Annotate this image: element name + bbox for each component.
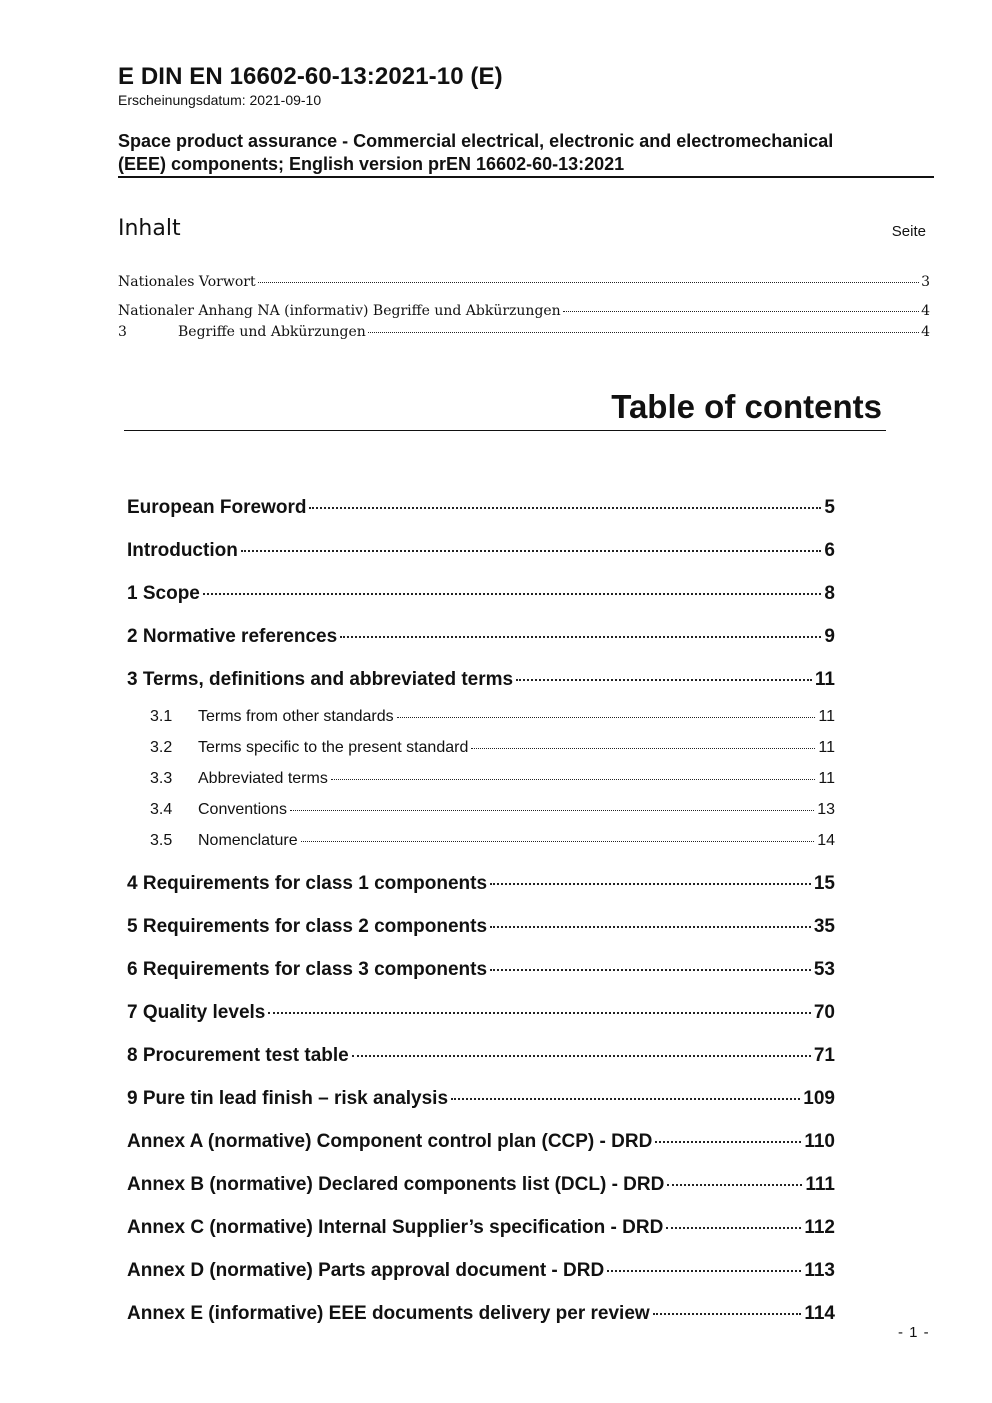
toc-subentry-number: 3.5 xyxy=(150,832,173,849)
dot-leader xyxy=(268,1012,811,1014)
toc-entry-label: Annex B (normative) Declared components list (DCL) - DRD xyxy=(127,1174,665,1195)
dot-leader xyxy=(397,717,816,718)
inhalt-entry-page: 4 xyxy=(921,324,930,340)
toc-entry[interactable] xyxy=(127,1088,835,1131)
dot-leader xyxy=(667,1184,802,1186)
inhalt-entry-page: 3 xyxy=(921,274,930,290)
dot-leader xyxy=(258,282,920,283)
toc-entry-page: 112 xyxy=(804,1217,835,1238)
toc-entry[interactable] xyxy=(127,1217,835,1260)
toc-entry-label: 4 Requirements for class 1 components xyxy=(127,873,488,894)
toc-entry-label: European Foreword xyxy=(127,497,307,518)
document-header xyxy=(118,62,934,176)
toc-entry-label: 3 Terms, definitions and abbreviated terms xyxy=(127,669,514,690)
dot-leader xyxy=(331,779,816,780)
toc-entry-page: 114 xyxy=(804,1303,835,1324)
toc-subentry-page: 13 xyxy=(817,801,835,818)
toc-subentry-page: 11 xyxy=(818,739,835,756)
toc-entry-page: 53 xyxy=(813,959,835,980)
document-id: E DIN EN 16602-60-13:2021-10 (E) xyxy=(118,63,503,90)
toc-entry-page: 111 xyxy=(805,1174,835,1195)
toc-entry[interactable] xyxy=(127,540,835,583)
inhalt-heading xyxy=(118,216,926,246)
toc-entry-page: 35 xyxy=(813,916,835,937)
toc-title-underline xyxy=(124,430,886,431)
dot-leader xyxy=(368,332,919,333)
page-number: - 1 - xyxy=(898,1324,930,1341)
toc-list xyxy=(127,497,835,1346)
dot-leader xyxy=(563,311,919,312)
toc-entry-page: 15 xyxy=(813,873,835,894)
dot-leader xyxy=(290,810,814,811)
toc-entry-label: Annex C (normative) Internal Supplier’s specification - DRD xyxy=(127,1217,664,1238)
toc-entry-label: Introduction xyxy=(127,540,238,561)
toc-entry[interactable] xyxy=(127,583,835,626)
toc-entry-page: 109 xyxy=(803,1088,835,1109)
toc-subentry-label: Abbreviated terms xyxy=(198,770,328,787)
toc-subentry[interactable] xyxy=(127,832,835,863)
toc-entry-label: 7 Quality levels xyxy=(127,1002,266,1023)
toc-entry[interactable] xyxy=(127,497,835,540)
dot-leader xyxy=(301,841,815,842)
dot-leader xyxy=(490,926,811,928)
toc-subentry[interactable] xyxy=(127,708,835,739)
dot-leader xyxy=(241,550,822,552)
toc-subentry[interactable] xyxy=(127,739,835,770)
inhalt-list xyxy=(118,274,930,345)
dot-leader xyxy=(490,969,811,971)
dot-leader xyxy=(607,1270,801,1272)
toc-entry-page: 9 xyxy=(824,626,835,647)
toc-entry[interactable] xyxy=(127,1260,835,1303)
dot-leader xyxy=(666,1227,801,1229)
toc-entry-page: 5 xyxy=(824,497,835,518)
toc-entry-label: Annex A (normative) Component control plan (CCP) - DRD xyxy=(127,1131,653,1152)
inhalt-entry-label: Begriffe und Abkürzungen xyxy=(178,324,366,340)
toc-entry[interactable] xyxy=(127,1303,835,1346)
dot-leader xyxy=(655,1141,801,1143)
toc-entry[interactable] xyxy=(127,1131,835,1174)
toc-subentry-page: 11 xyxy=(818,708,835,725)
toc-entry[interactable] xyxy=(127,669,835,712)
toc-subentry-page: 14 xyxy=(817,832,835,849)
document-title-line-2: (EEE) components; English version prEN 16602-60-13:2021 xyxy=(118,154,625,174)
toc-subentry-number: 3.1 xyxy=(150,708,173,725)
seite-label: Seite xyxy=(891,223,926,240)
toc-entry[interactable] xyxy=(127,873,835,916)
toc-subentry-number: 3.3 xyxy=(150,770,173,787)
toc-entry[interactable] xyxy=(127,959,835,1002)
toc-entry-page: 113 xyxy=(804,1260,835,1281)
inhalt-entry-page: 4 xyxy=(921,303,930,319)
toc-subentry-label: Terms from other standards xyxy=(198,708,394,725)
toc-entry-page: 8 xyxy=(824,583,835,604)
toc-entry-label: 2 Normative references xyxy=(127,626,338,647)
toc-subentry-label: Nomenclature xyxy=(198,832,298,849)
toc-entry-page: 110 xyxy=(804,1131,835,1152)
dot-leader xyxy=(203,593,822,595)
toc-title: Table of contents xyxy=(611,388,882,425)
inhalt-entry-label: Nationales Vorwort xyxy=(118,274,256,290)
toc-subentry[interactable] xyxy=(127,801,835,832)
toc-subentry[interactable] xyxy=(127,770,835,801)
header-divider xyxy=(118,176,934,178)
toc-entry-label: 1 Scope xyxy=(127,583,200,604)
toc-entry-label: 5 Requirements for class 2 components xyxy=(127,916,488,937)
dot-leader xyxy=(309,507,821,509)
toc-entry-label: 8 Procurement test table xyxy=(127,1045,349,1066)
toc-entry[interactable] xyxy=(127,1002,835,1045)
inhalt-entry-label: Nationaler Anhang NA (informativ) Begriffe und Abkürzungen xyxy=(118,303,561,319)
toc-subentry-page: 11 xyxy=(818,770,835,787)
toc-entry-page: 11 xyxy=(814,669,835,690)
dot-leader xyxy=(471,748,815,749)
inhalt-entry[interactable] xyxy=(118,324,930,345)
publication-date: Erscheinungsdatum: 2021-09-10 xyxy=(118,92,322,108)
toc-entry[interactable] xyxy=(127,1174,835,1217)
dot-leader xyxy=(516,679,812,681)
toc-subentry-label: Conventions xyxy=(198,801,287,818)
toc-entry[interactable] xyxy=(127,1045,835,1088)
toc-entry-label: 6 Requirements for class 3 components xyxy=(127,959,488,980)
document-title xyxy=(118,130,934,176)
toc-entry[interactable] xyxy=(127,626,835,669)
toc-entry-page: 71 xyxy=(813,1045,835,1066)
document-title-line-1: Space product assurance - Commercial electrical, electronic and electromechanical xyxy=(118,131,834,151)
toc-entry-label: 9 Pure tin lead finish – risk analysis xyxy=(127,1088,449,1109)
dot-leader xyxy=(352,1055,811,1057)
inhalt-entry[interactable] xyxy=(118,303,930,324)
toc-subentry-number: 3.4 xyxy=(150,801,173,818)
toc-entry-label: Annex E (informative) EEE documents delivery per review xyxy=(127,1303,650,1324)
toc-subentry-label: Terms specific to the present standard xyxy=(198,739,469,756)
toc-entry-page: 70 xyxy=(813,1002,835,1023)
inhalt-title: Inhalt xyxy=(118,216,181,241)
toc-subentry-number: 3.2 xyxy=(150,739,173,756)
toc-entry[interactable] xyxy=(127,916,835,959)
dot-leader xyxy=(490,883,811,885)
toc-entry-label: Annex D (normative) Parts approval document - DRD xyxy=(127,1260,605,1281)
toc-entry-page: 6 xyxy=(824,540,835,561)
inhalt-entry-number: 3 xyxy=(118,324,127,340)
dot-leader xyxy=(653,1313,802,1315)
dot-leader xyxy=(340,636,821,638)
dot-leader xyxy=(451,1098,800,1100)
inhalt-entry[interactable] xyxy=(118,274,930,295)
